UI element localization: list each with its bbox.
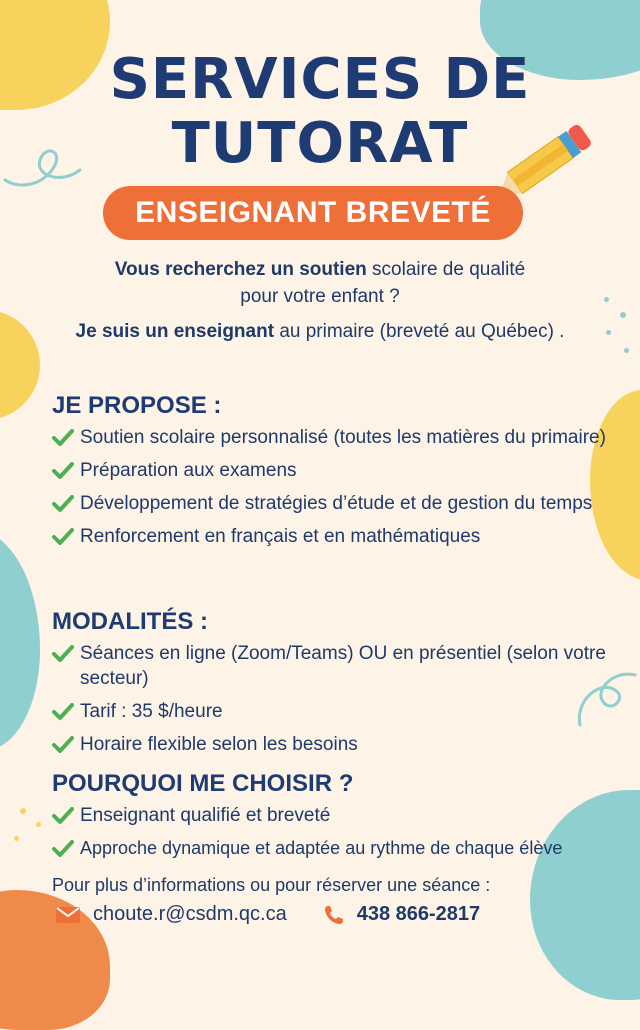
list-item-text: Enseignant qualifié et breveté — [80, 805, 331, 826]
list-item — [52, 425, 612, 450]
list-item-text: Approche dynamique et adaptée au rythme de chaque élève — [80, 838, 563, 858]
intro-question-line2: pour votre enfant ? — [240, 286, 400, 307]
check-icon — [52, 803, 80, 828]
intro-question — [30, 259, 610, 281]
decor-dot — [624, 348, 629, 353]
mail-icon — [55, 905, 81, 925]
section-heading-pourquoi: POURQUOI ME CHOISIR ? — [52, 770, 354, 797]
list-propose — [52, 425, 612, 549]
list-item-text: Horaire flexible selon les besoins — [80, 734, 358, 755]
contact-phone[interactable]: 438 866-2817 — [356, 903, 481, 925]
list-item-text: Préparation aux examens — [80, 460, 297, 481]
check-icon — [52, 524, 80, 549]
decor-dot — [620, 312, 626, 318]
list-item-text: Séances en ligne (Zoom/Teams) OU en présentiel (selon votre secteur) — [80, 643, 606, 689]
list-item — [52, 699, 612, 724]
list-item — [52, 732, 612, 757]
check-icon — [52, 491, 80, 516]
title-line-1: SERVICES DE — [109, 47, 531, 112]
list-item — [52, 836, 612, 861]
check-icon — [52, 836, 80, 861]
list-item — [52, 458, 612, 483]
list-item — [52, 641, 612, 691]
phone-icon — [323, 904, 345, 926]
intro-statement-rest: au primaire (breveté au Québec) . — [279, 321, 565, 342]
list-item — [52, 803, 612, 828]
list-item-text: Soutien scolaire personnalisé (toutes les matières du primaire) — [80, 427, 606, 448]
decor-dot — [20, 808, 26, 814]
list-pourquoi — [52, 803, 612, 861]
list-item-text: Tarif : 35 $/heure — [80, 701, 223, 722]
intro-statement-bold: Je suis un enseignant — [75, 321, 275, 342]
intro-question-bold: Vous recherchez un soutien — [114, 259, 367, 280]
check-icon — [52, 641, 80, 666]
section-heading-modalites: MODALITÉS : — [52, 608, 208, 635]
list-modalites — [52, 641, 612, 757]
list-item-text: Renforcement en français et en mathématiques — [80, 526, 481, 547]
check-icon — [52, 732, 80, 757]
decor-blob-teal-left — [0, 530, 40, 750]
intro-question-rest: scolaire de qualité — [372, 259, 526, 280]
title-line-2: TUTORAT — [171, 111, 469, 176]
list-item-text: Développement de stratégies d’étude et de gestion du temps — [80, 493, 593, 514]
list-item — [52, 491, 612, 516]
contact-row — [55, 903, 480, 926]
list-item — [52, 524, 612, 549]
contact-email[interactable]: choute.r@csdm.qc.ca — [93, 903, 287, 925]
contact-lead: Pour plus d’informations ou pour réserver une séance : — [52, 875, 491, 895]
decor-dot — [36, 822, 41, 827]
decor-dot — [14, 836, 19, 841]
check-icon — [52, 699, 80, 724]
credential-badge: ENSEIGNANT BREVETÉ — [103, 186, 523, 240]
section-heading-propose: JE PROPOSE : — [52, 392, 222, 419]
intro-statement — [30, 321, 610, 343]
check-icon — [52, 425, 80, 450]
check-icon — [52, 458, 80, 483]
